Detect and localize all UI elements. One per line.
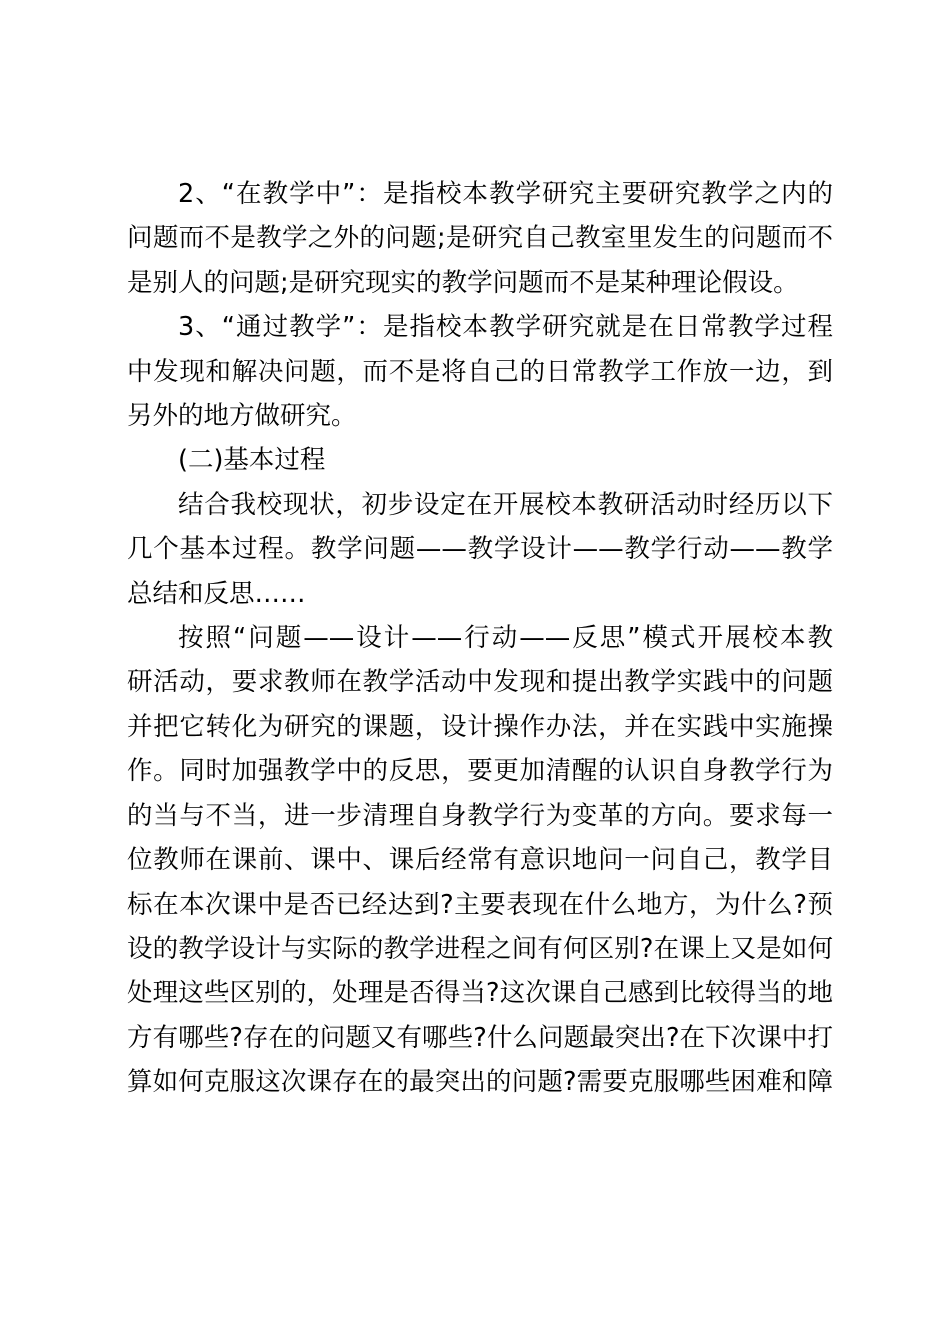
text-line: 设的教学设计与实际的教学进程之间有何区别?在课上又是如何 [127,933,833,964]
text-line: 算如何克服这次课存在的最突出的问题?需要克服哪些困难和障 [127,1067,833,1098]
section-heading-basic-process [127,438,833,482]
text-line: 2、“在教学中”：是指校本教学研究主要研究教学之内的 [178,179,833,209]
text-line: 另外的地方做研究。 [127,401,357,432]
text-line: 作。同时加强教学中的反思，要更加清醒的认识自身教学行为 [127,756,833,787]
text-line: 位教师在课前、课中、课后经常有意识地问一问自己，教学目 [127,845,833,876]
text-line: 3、“通过教学”：是指校本教学研究就是在日常教学过程 [178,312,833,343]
text-line: 标在本次课中是否已经达到?主要表现在什么地方，为什么?预 [127,889,833,920]
text-line: 问题而不是教学之外的问题;是研究自己教室里发生的问题而不 [127,223,833,254]
text-line: 的当与不当，进一步清理自身教学行为变革的方向。要求每一 [127,800,833,831]
text-line: 方有哪些?存在的问题又有哪些?什么问题最突出?在下次课中打 [127,1022,833,1053]
heading-line: (二)基本过程 [178,445,326,476]
page-body [127,172,833,1105]
paragraph-model-reflection [127,616,833,1104]
text-line: 研活动，要求教师在教学活动中发现和提出教学实践中的问题 [127,667,833,698]
text-line: 并把它转化为研究的课题，设计操作办法，并在实践中实施操 [127,711,833,742]
text-line: 是别人的问题;是研究现实的教学问题而不是某种理论假设。 [127,267,799,298]
paragraph-through-teaching [127,305,833,438]
paragraph-process-overview [127,483,833,616]
text-line: 处理这些区别的，处理是否得当?这次课自己感到比较得当的地 [127,978,833,1009]
text-line: 几个基本过程。教学问题——教学设计——教学行动——教学 [127,534,833,565]
text-line: 总结和反思…… [127,578,306,609]
text-line: 中发现和解决问题，而不是将自己的日常教学工作放一边，到 [127,356,833,387]
paragraph-in-teaching [127,172,833,305]
text-line: 按照“问题——设计——行动——反思”模式开展校本教 [178,623,833,654]
text-line: 结合我校现状，初步设定在开展校本教研活动时经历以下 [178,489,833,520]
